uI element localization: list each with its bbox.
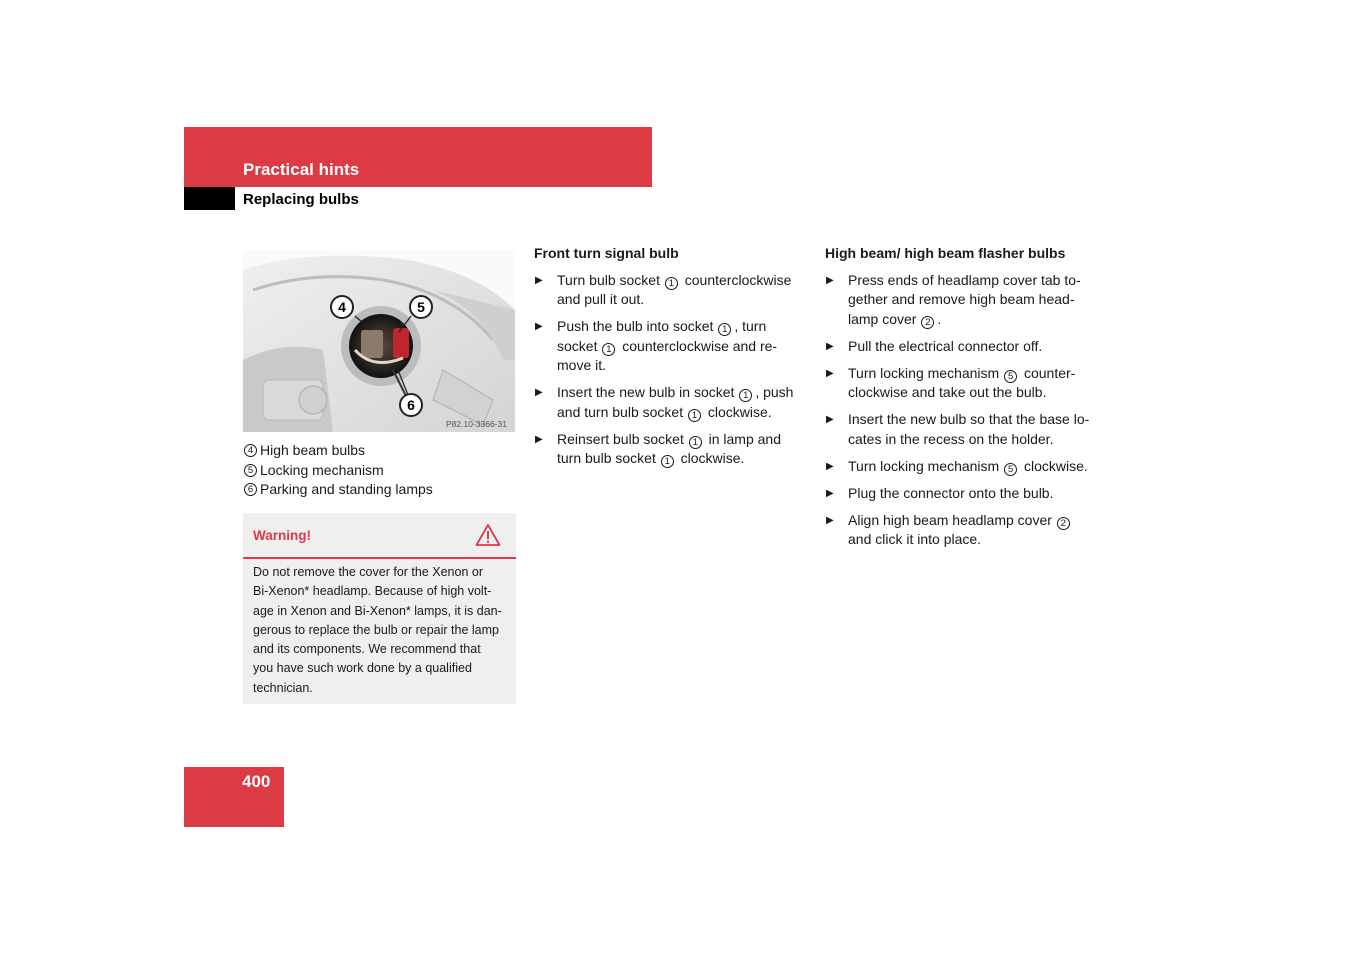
warning-line: Bi-Xenon* headlamp. Because of high volt- [253,584,492,599]
callout-number: 2 [1057,517,1070,530]
warning-header [243,513,516,559]
svg-text:6: 6 [407,397,415,413]
warning-title: Warning! [253,528,311,543]
bullet-arrow-icon: ▶ [535,387,543,398]
callout-number: 6 [244,483,257,496]
figure-legend [243,441,433,500]
instruction-step: ▶ Turn bulb socket 1 counterclockwise and pull it out. [535,271,792,307]
callout-number: 5 [1004,370,1017,383]
bullet-arrow-icon: ▶ [826,367,834,379]
legend-item [243,441,433,461]
warning-line: Do not remove the cover for the Xenon or [253,565,483,579]
warning-text [253,563,511,698]
warning-line: gerous to replace the bulb or repair the lamp [253,622,499,637]
bullet-arrow-icon: ▶ [826,460,834,472]
callout-4 [331,296,353,318]
warning-line: technician. [253,680,313,695]
figure-code: P82.10-3366-31 [446,419,507,429]
instruction-step: ▶ Turn locking mechanism 5 counter- clockwise and take out the bulb. [826,364,1076,400]
warning-line: you have such work done by a qualified [253,661,472,676]
bullet-arrow-icon: ▶ [826,274,834,286]
callout-number: 5 [1004,463,1017,476]
instruction-step: ▶ Align high beam headlamp cover 2 and click it into place. [825,511,1105,550]
bullet-arrow-icon: ▶ [826,414,834,425]
legend-text: High beam bulbs [260,442,366,458]
step-list [534,271,809,469]
instruction-step: ▶ Insert the new bulb so that the base lo- cates in the recess on the holder. [826,411,1090,447]
instruction-step: ▶ Reinsert bulb socket 1 in lamp and turn bulb socket 1 clockwise. [535,430,782,467]
callout-number: 1 [661,455,674,468]
callout-number: 1 [602,343,615,356]
instruction-step: ▶ Pull the electrical connector off. [825,337,1105,357]
callout-number: 1 [665,277,678,290]
callout-number: 1 [739,389,752,402]
bullet-arrow-icon: ▶ [535,274,543,286]
warning-line: age in Xenon and Bi-Xenon* lamps, it is dan- [253,603,502,618]
page-number: 400 [242,772,271,791]
legend-item [243,480,433,500]
legend-text: Locking mechanism [260,461,384,478]
callout-number: 4 [244,444,257,457]
warning-triangle-icon [475,523,501,547]
instruction-step: ▶ Plug the connector onto the bulb. [825,484,1105,504]
callout-5 [410,296,432,318]
callout-number: 1 [688,409,701,422]
bullet-arrow-icon: ▶ [826,340,834,352]
svg-text:5: 5 [417,299,425,315]
callout-number: 5 [244,464,257,477]
bullet-arrow-icon: ▶ [535,321,543,332]
legend-text: Parking and standing lamps [260,481,433,497]
callout-number: 2 [921,316,934,329]
svg-text:4: 4 [338,299,346,315]
page-subtitle: Replacing bulbs [243,191,359,208]
instruction-step: ▶ Turn locking mechanism 5 clockwise. [826,457,1088,475]
section-title: Practical hints [243,160,360,179]
callout-6 [400,394,422,416]
bullet-arrow-icon: ▶ [535,433,543,445]
section-marker [184,187,235,210]
high-beam-section [825,244,1105,557]
bullet-arrow-icon: ▶ [826,487,834,499]
instruction-step: ▶ Push the bulb into socket 1 , turn socket 1 counterclockwise and re- move it. [535,318,778,373]
legend-item [243,461,433,481]
bullet-arrow-icon: ▶ [826,514,834,526]
instruction-step: ▶ Press ends of headlamp cover tab to- gether and remove high beam head- lamp cover 2 . [826,271,1081,328]
headlamp-illustration [243,250,515,432]
step-list [825,271,1105,550]
callout-number: 1 [689,436,702,449]
front-turn-signal-section [534,244,809,476]
section-heading: Front turn signal bulb [534,245,679,261]
warning-line: and its components. We recommend that [253,642,481,657]
instruction-step: ▶ Insert the new bulb in socket 1 , push and turn bulb socket 1 clockwise. [535,384,794,421]
callout-number: 1 [718,323,731,336]
section-heading: High beam/ high beam flasher bulbs [825,245,1066,261]
warning-box [243,513,516,704]
